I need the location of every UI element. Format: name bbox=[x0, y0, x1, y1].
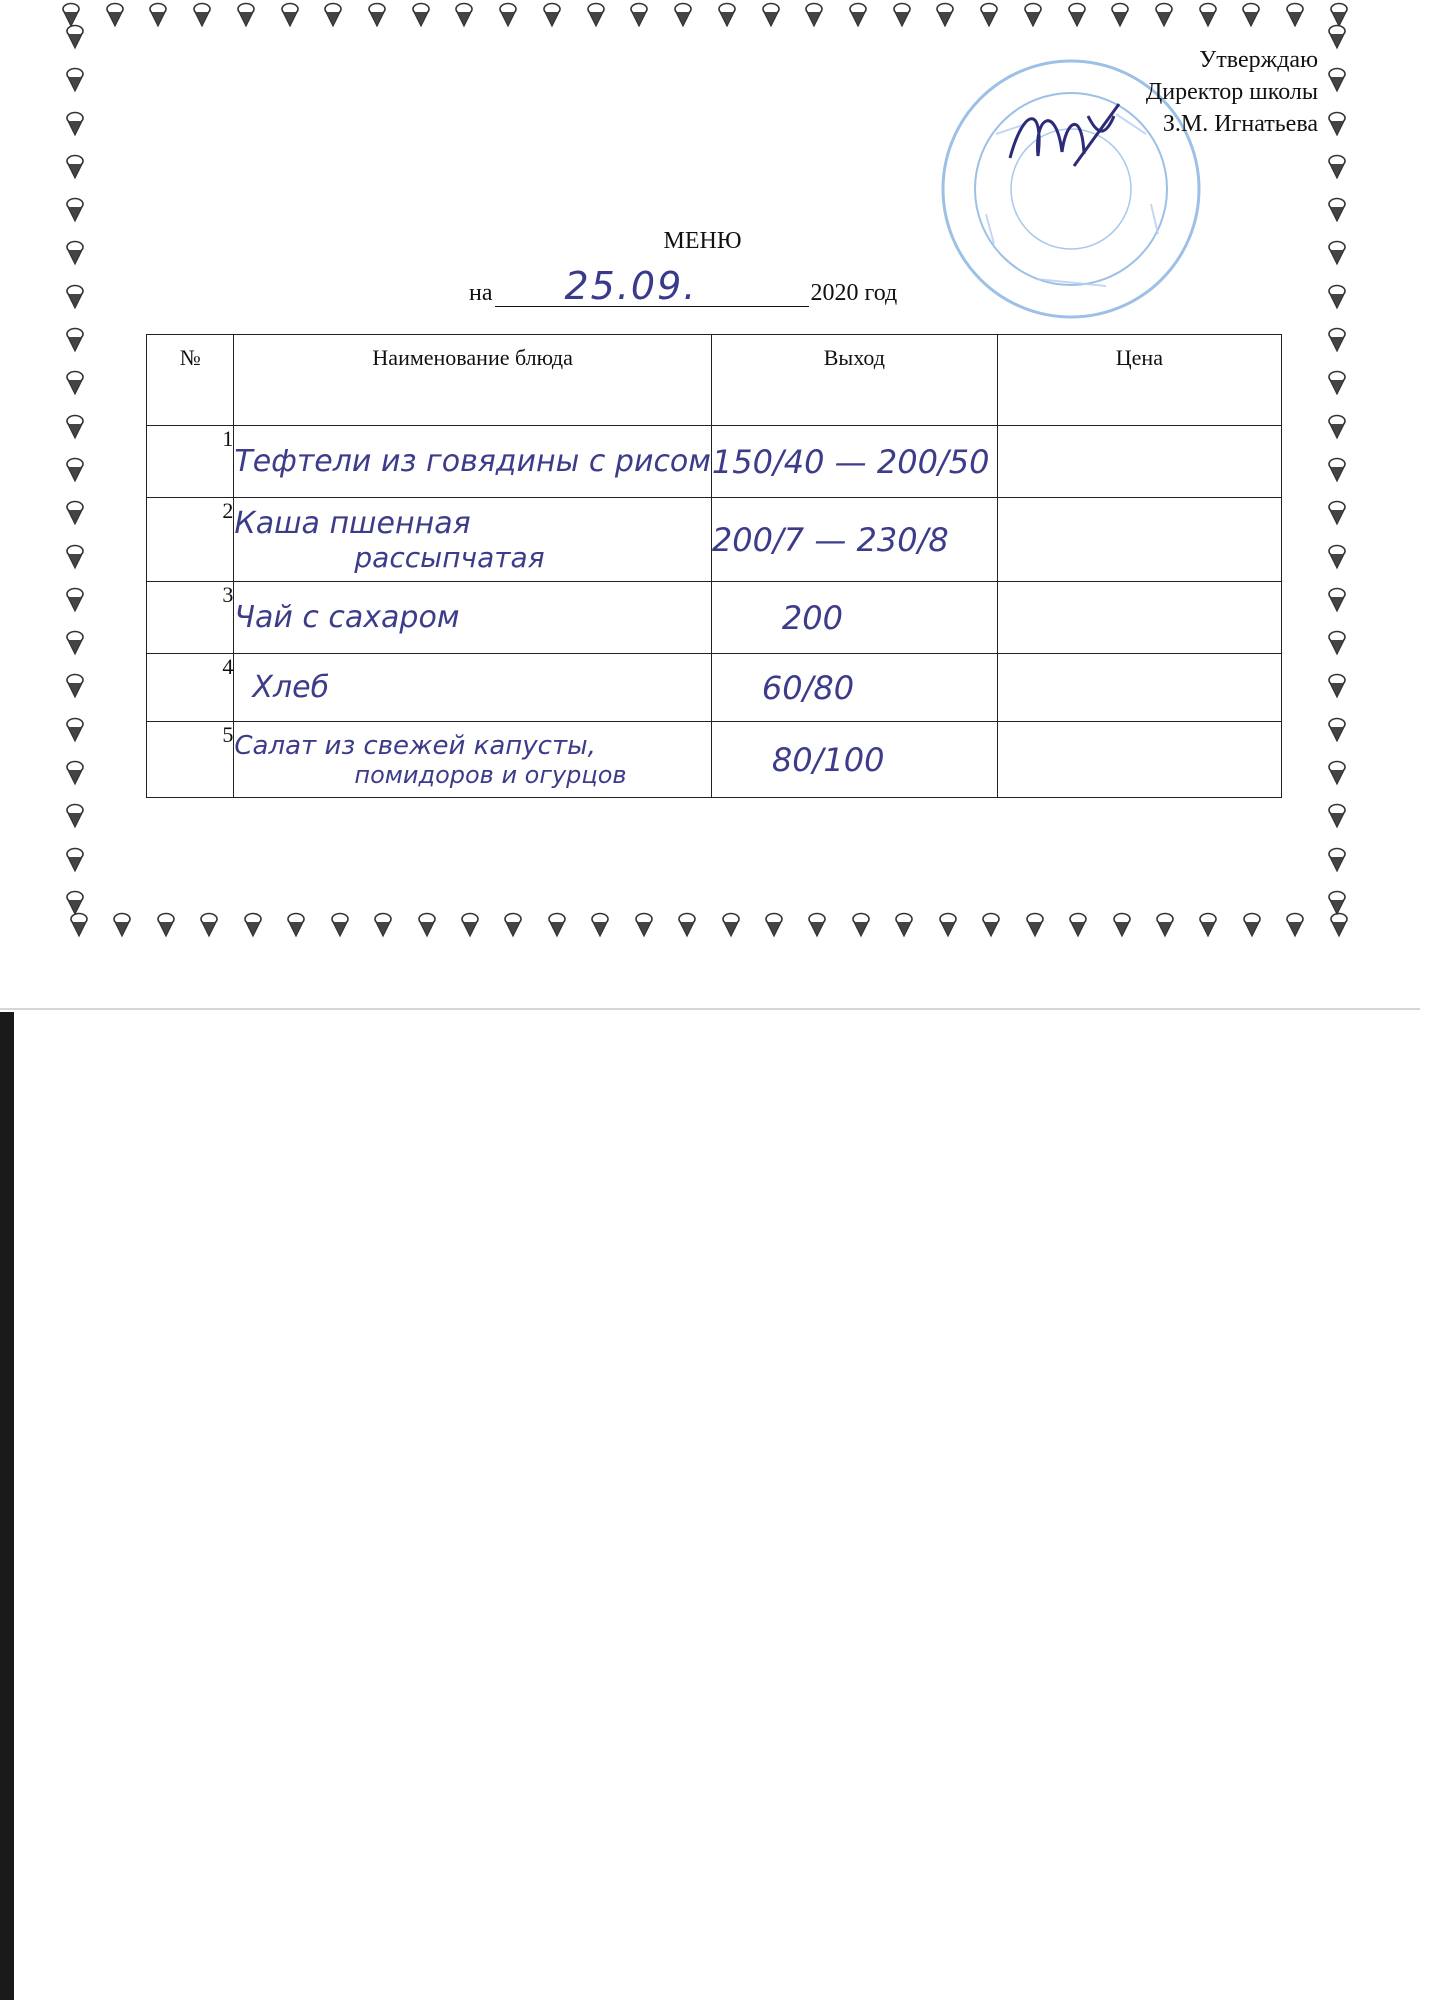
ice-cream-cone-icon bbox=[541, 2, 563, 28]
border-left bbox=[64, 24, 86, 916]
director-name: З.М. Игнатьева bbox=[1162, 111, 1318, 137]
ice-cream-cone-icon bbox=[1154, 912, 1176, 938]
row-number: 3 bbox=[147, 582, 234, 654]
ice-cream-cone-icon bbox=[1326, 414, 1348, 440]
ice-cream-cone-icon bbox=[1326, 717, 1348, 743]
ice-cream-cone-icon bbox=[242, 912, 264, 938]
dish-output: 80/100 bbox=[711, 722, 997, 798]
ice-cream-cone-icon bbox=[850, 912, 872, 938]
ice-cream-cone-icon bbox=[1326, 284, 1348, 310]
dish-output: 200/7 — 230/8 bbox=[711, 498, 997, 582]
ice-cream-cone-icon bbox=[64, 67, 86, 93]
ice-cream-cone-icon bbox=[1284, 2, 1306, 28]
table-row bbox=[147, 582, 1282, 654]
table-row bbox=[147, 498, 1282, 582]
ice-cream-cone-icon bbox=[720, 912, 742, 938]
ice-cream-cone-icon bbox=[1066, 2, 1088, 28]
ice-cream-cone-icon bbox=[191, 2, 213, 28]
ice-cream-cone-icon bbox=[155, 912, 177, 938]
ice-cream-cone-icon bbox=[1109, 2, 1131, 28]
table-header-row bbox=[147, 335, 1282, 426]
ice-cream-cone-icon bbox=[497, 2, 519, 28]
ice-cream-cone-icon bbox=[279, 2, 301, 28]
dish-name-line2: помидоров и огурцов bbox=[354, 760, 627, 789]
dish-price bbox=[997, 582, 1281, 654]
ice-cream-cone-icon bbox=[64, 847, 86, 873]
ice-cream-cone-icon bbox=[64, 24, 86, 50]
ice-cream-cone-icon bbox=[64, 284, 86, 310]
ice-cream-cone-icon bbox=[111, 912, 133, 938]
ice-cream-cone-icon bbox=[64, 717, 86, 743]
ice-cream-cone-icon bbox=[1197, 912, 1219, 938]
approve-label: Утверждаю bbox=[1199, 47, 1318, 73]
dish-name bbox=[234, 426, 712, 498]
table-row bbox=[147, 426, 1282, 498]
ice-cream-cone-icon bbox=[1024, 912, 1046, 938]
dish-name-line1: Чай с сахаром bbox=[234, 600, 460, 635]
date-blank bbox=[495, 264, 809, 308]
ice-cream-cone-icon bbox=[676, 912, 698, 938]
ice-cream-cone-icon bbox=[416, 912, 438, 938]
row-number: 5 bbox=[147, 722, 234, 798]
ice-cream-cone-icon bbox=[1197, 2, 1219, 28]
ice-cream-cone-icon bbox=[64, 544, 86, 570]
ice-cream-cone-icon bbox=[980, 912, 1002, 938]
dish-name-line1: Салат из свежей капусты, bbox=[234, 730, 596, 761]
ice-cream-cone-icon bbox=[891, 2, 913, 28]
ice-cream-cone-icon bbox=[64, 197, 86, 223]
handwritten-date: 25.09. bbox=[564, 264, 698, 308]
border-top bbox=[60, 2, 1350, 28]
ice-cream-cone-icon bbox=[806, 912, 828, 938]
signature-icon bbox=[1004, 96, 1124, 176]
dish-name bbox=[234, 654, 712, 722]
sheet-edge bbox=[0, 1008, 1420, 1010]
dish-output: 200 bbox=[711, 582, 997, 654]
ice-cream-cone-icon bbox=[64, 327, 86, 353]
dish-output: 150/40 — 200/50 bbox=[711, 426, 997, 498]
ice-cream-cone-icon bbox=[64, 803, 86, 829]
dish-price bbox=[997, 654, 1281, 722]
ice-cream-cone-icon bbox=[847, 2, 869, 28]
row-number: 2 bbox=[147, 498, 234, 582]
ice-cream-cone-icon bbox=[1326, 630, 1348, 656]
ice-cream-cone-icon bbox=[1326, 370, 1348, 396]
ice-cream-cone-icon bbox=[366, 2, 388, 28]
dish-name-line2: рассыпчатая bbox=[354, 540, 545, 574]
ice-cream-cone-icon bbox=[633, 912, 655, 938]
dish-name bbox=[234, 498, 712, 582]
dish-name-line1: Каша пшенная bbox=[234, 505, 471, 541]
ice-cream-cone-icon bbox=[198, 912, 220, 938]
dish-price bbox=[997, 722, 1281, 798]
date-suffix: 2020 год bbox=[810, 280, 898, 306]
ice-cream-cone-icon bbox=[978, 2, 1000, 28]
ice-cream-cone-icon bbox=[410, 2, 432, 28]
ice-cream-cone-icon bbox=[1326, 154, 1348, 180]
ice-cream-cone-icon bbox=[147, 2, 169, 28]
page-title: МЕНЮ bbox=[663, 228, 742, 254]
ice-cream-cone-icon bbox=[934, 2, 956, 28]
ice-cream-cone-icon bbox=[1326, 24, 1348, 50]
ice-cream-cone-icon bbox=[1326, 673, 1348, 699]
ice-cream-cone-icon bbox=[372, 912, 394, 938]
ice-cream-cone-icon bbox=[64, 370, 86, 396]
header-number: № bbox=[147, 335, 234, 426]
ice-cream-cone-icon bbox=[104, 2, 126, 28]
table-row bbox=[147, 654, 1282, 722]
menu-table bbox=[146, 334, 1282, 798]
ice-cream-cone-icon bbox=[1326, 890, 1348, 916]
ice-cream-cone-icon bbox=[1111, 912, 1133, 938]
dish-price bbox=[997, 426, 1281, 498]
ice-cream-cone-icon bbox=[453, 2, 475, 28]
dish-name-line1: Тефтели из говядины с рисом bbox=[234, 444, 711, 479]
header-dish-name: Наименование блюда bbox=[234, 335, 712, 426]
border-right bbox=[1326, 24, 1348, 916]
ice-cream-cone-icon bbox=[546, 912, 568, 938]
ice-cream-cone-icon bbox=[64, 630, 86, 656]
dish-output: 60/80 bbox=[711, 654, 997, 722]
header-output: Выход bbox=[711, 335, 997, 426]
ice-cream-cone-icon bbox=[628, 2, 650, 28]
ice-cream-cone-icon bbox=[285, 912, 307, 938]
row-number: 4 bbox=[147, 654, 234, 722]
ice-cream-cone-icon bbox=[1326, 197, 1348, 223]
ice-cream-cone-icon bbox=[585, 2, 607, 28]
ice-cream-cone-icon bbox=[1326, 500, 1348, 526]
ice-cream-cone-icon bbox=[1326, 847, 1348, 873]
director-position: Директор школы bbox=[1145, 79, 1318, 105]
scan-shadow bbox=[0, 1012, 14, 2000]
dish-name bbox=[234, 722, 712, 798]
ice-cream-cone-icon bbox=[1326, 544, 1348, 570]
ice-cream-cone-icon bbox=[1067, 912, 1089, 938]
ice-cream-cone-icon bbox=[716, 2, 738, 28]
border-bottom bbox=[68, 912, 1350, 938]
dish-price bbox=[997, 498, 1281, 582]
ice-cream-cone-icon bbox=[1326, 111, 1348, 137]
approval-block bbox=[1146, 44, 1318, 140]
date-prefix: на bbox=[469, 280, 493, 306]
dish-name-line1: Хлеб bbox=[252, 670, 330, 705]
dish-name bbox=[234, 582, 712, 654]
ice-cream-cone-icon bbox=[1326, 67, 1348, 93]
ice-cream-cone-icon bbox=[64, 414, 86, 440]
ice-cream-cone-icon bbox=[893, 912, 915, 938]
ice-cream-cone-icon bbox=[589, 912, 611, 938]
table-row bbox=[147, 722, 1282, 798]
ice-cream-cone-icon bbox=[760, 2, 782, 28]
ice-cream-cone-icon bbox=[329, 912, 351, 938]
ice-cream-cone-icon bbox=[937, 912, 959, 938]
ice-cream-cone-icon bbox=[1326, 327, 1348, 353]
ice-cream-cone-icon bbox=[235, 2, 257, 28]
ice-cream-cone-icon bbox=[459, 912, 481, 938]
ice-cream-cone-icon bbox=[1326, 457, 1348, 483]
header-price: Цена bbox=[997, 335, 1281, 426]
ice-cream-cone-icon bbox=[1284, 912, 1306, 938]
date-line bbox=[469, 264, 898, 308]
ice-cream-cone-icon bbox=[322, 2, 344, 28]
ice-cream-cone-icon bbox=[64, 111, 86, 137]
ice-cream-cone-icon bbox=[64, 760, 86, 786]
ice-cream-cone-icon bbox=[64, 587, 86, 613]
ice-cream-cone-icon bbox=[1326, 760, 1348, 786]
ice-cream-cone-icon bbox=[64, 890, 86, 916]
ice-cream-cone-icon bbox=[64, 500, 86, 526]
ice-cream-cone-icon bbox=[1240, 2, 1262, 28]
row-number: 1 bbox=[147, 426, 234, 498]
ice-cream-cone-icon bbox=[672, 2, 694, 28]
ice-cream-cone-icon bbox=[763, 912, 785, 938]
ice-cream-cone-icon bbox=[1326, 587, 1348, 613]
ice-cream-cone-icon bbox=[1326, 803, 1348, 829]
ice-cream-cone-icon bbox=[803, 2, 825, 28]
ice-cream-cone-icon bbox=[1022, 2, 1044, 28]
ice-cream-cone-icon bbox=[64, 154, 86, 180]
ice-cream-cone-icon bbox=[502, 912, 524, 938]
ice-cream-cone-icon bbox=[1153, 2, 1175, 28]
ice-cream-cone-icon bbox=[64, 457, 86, 483]
ice-cream-cone-icon bbox=[1241, 912, 1263, 938]
ice-cream-cone-icon bbox=[64, 673, 86, 699]
